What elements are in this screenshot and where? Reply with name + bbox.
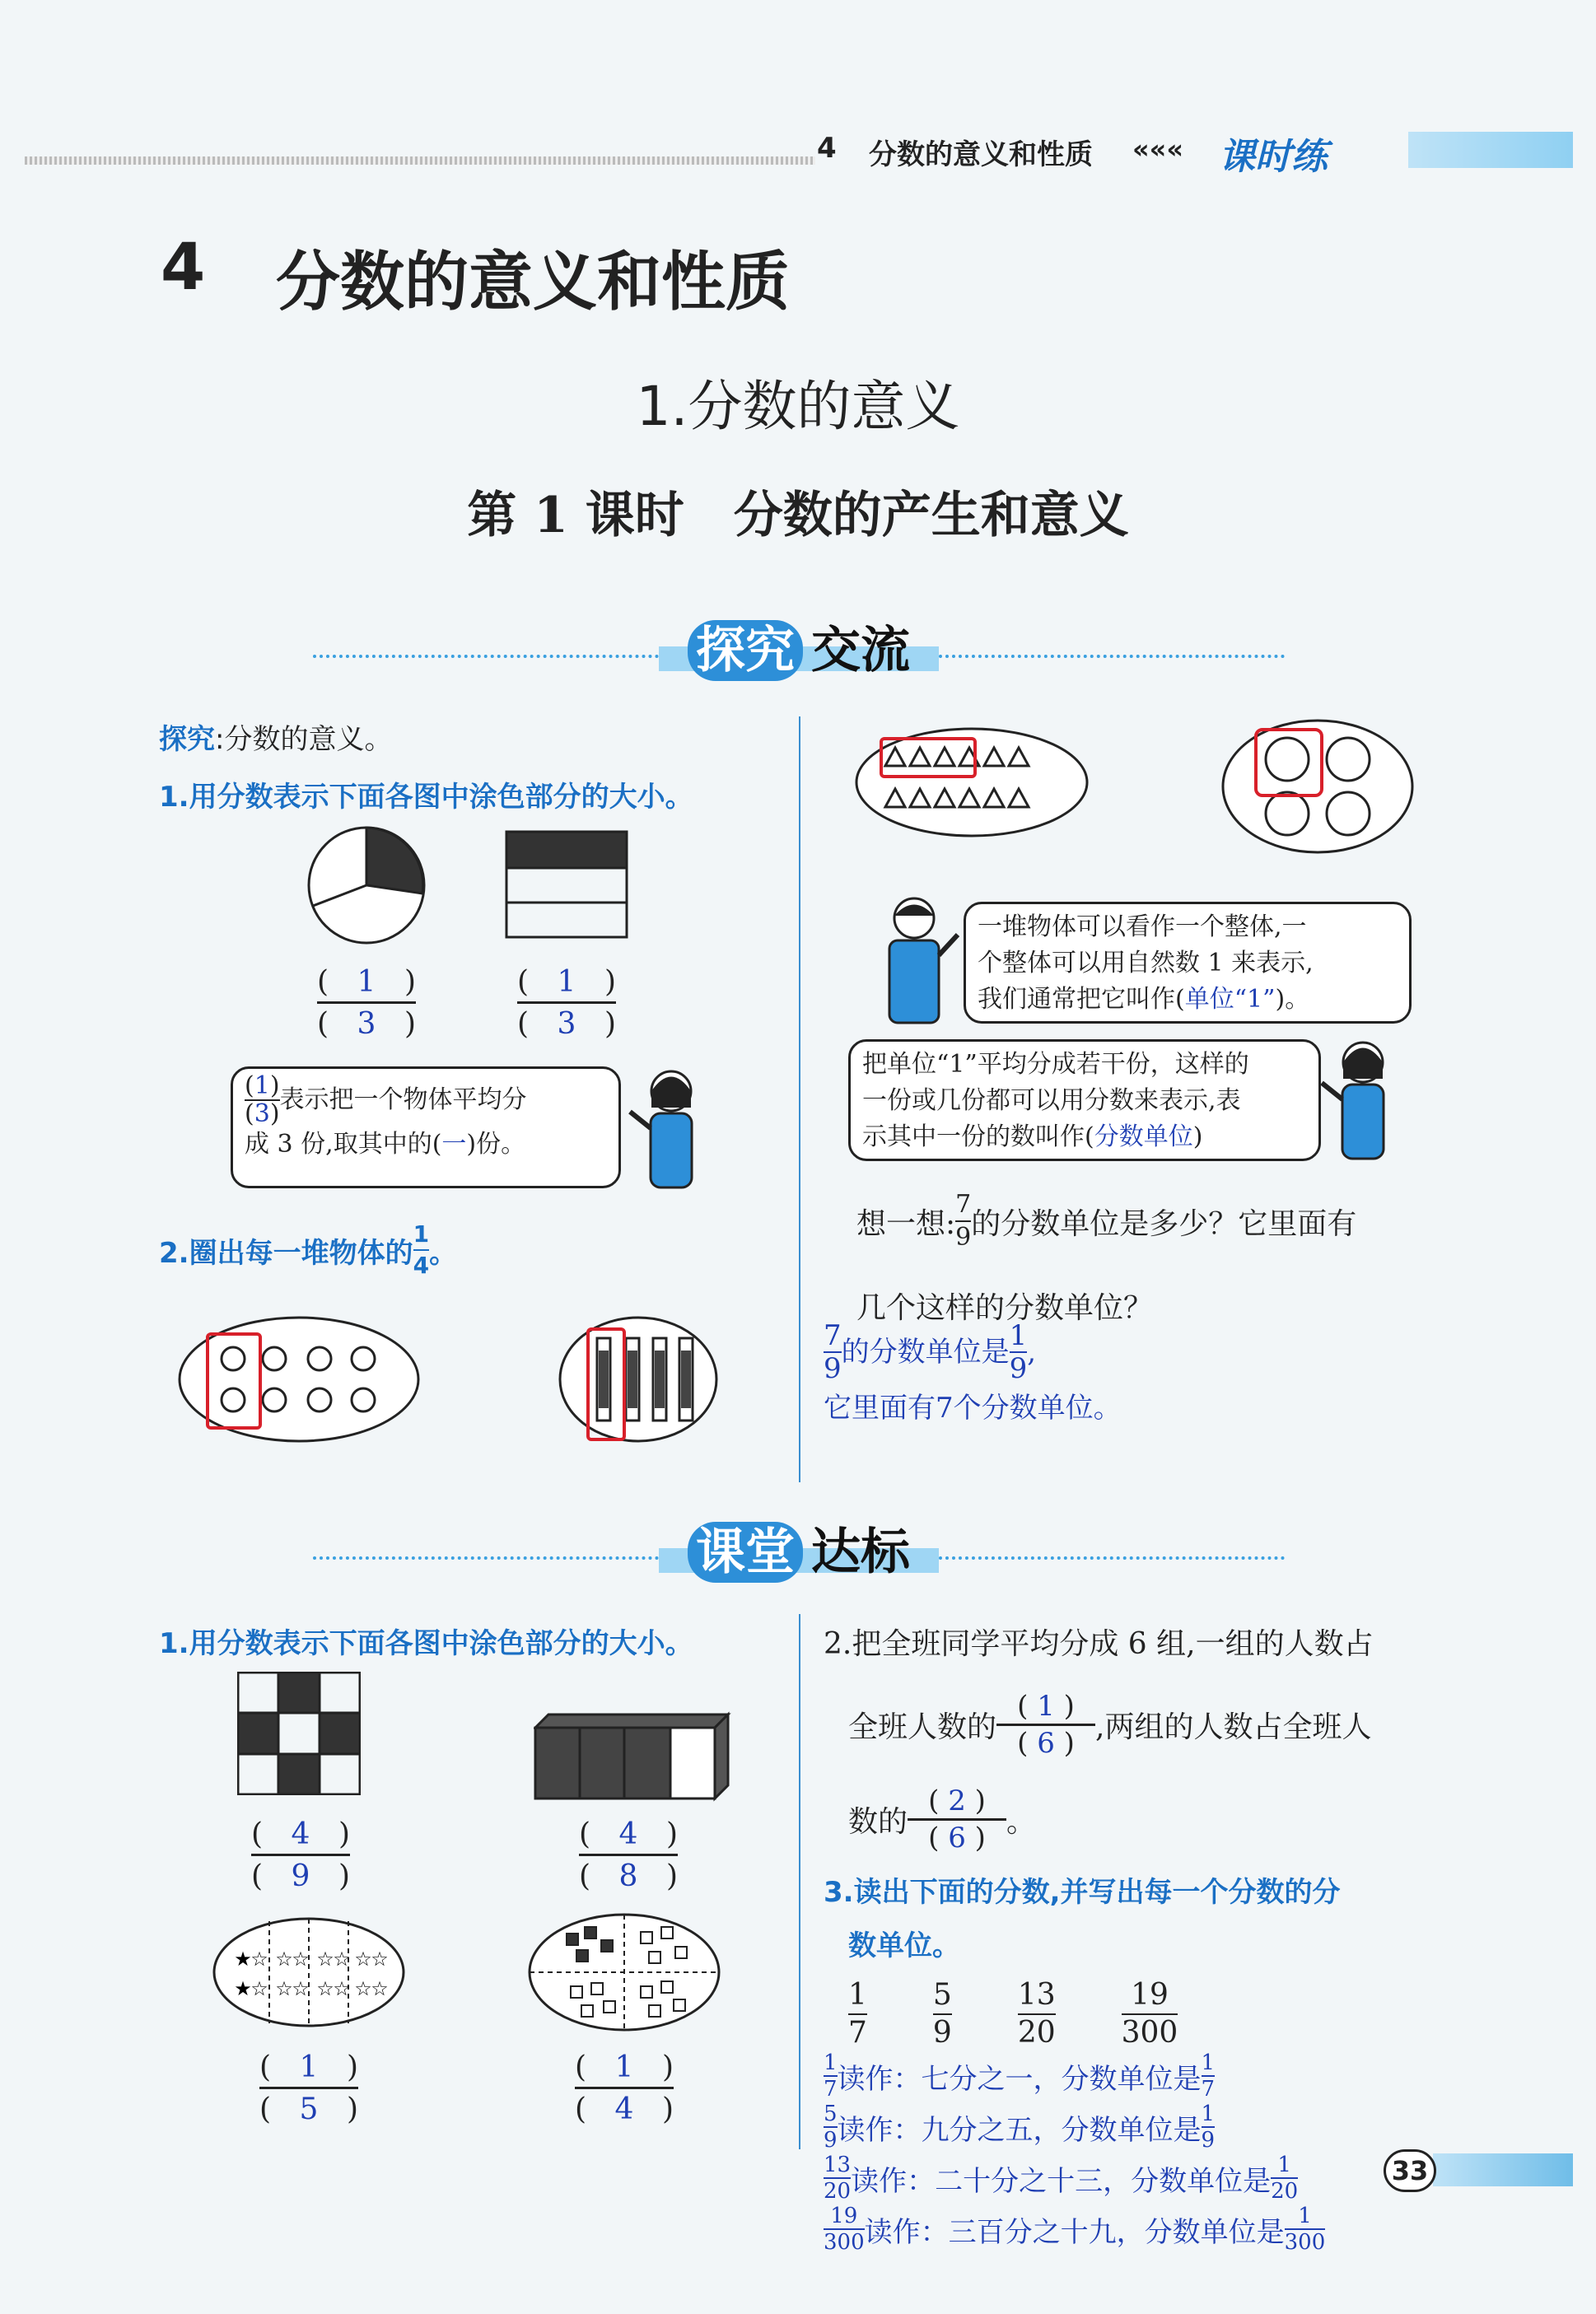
boy-figure-icon	[869, 889, 959, 1029]
bubble3-line1: 把单位“1”平均分成若干份，这样的	[862, 1050, 1249, 1079]
svg-text:☆: ☆	[354, 1948, 372, 1971]
reading-row: $\frac{19}{300}$ 读作：三百分之十九，分数单位是 $\frac{1}{300}$	[824, 2204, 1326, 2255]
practice-answer-4: ( 1 ) ( 4 )	[575, 2050, 674, 2126]
think-answer: $\frac{7}{9}$ 的分数单位是 $\frac{1}{9}$ , 它里面有7个分数单位。	[824, 1319, 1122, 1425]
chapter-number: 4	[161, 231, 206, 305]
fraction-item: $\frac{1}{7}$	[848, 1978, 867, 2050]
header-series: 课时练	[1219, 136, 1328, 178]
triangle-redbox	[880, 737, 977, 778]
practice-q2-line2: 全班人数的 $\frac{( 1 )}{( 6 )}$ ,两组的人数占全班人	[848, 1690, 1372, 1760]
q2-fraction: $\frac{1}{4}$	[413, 1220, 430, 1279]
practice-answer-2: ( 4 ) ( 8 )	[579, 1817, 678, 1893]
explore-q1: 1.用分数表示下面各图中涂色部分的大小。	[159, 781, 693, 814]
bubble2-blank: 单位“1”	[1184, 985, 1276, 1014]
think-fraction: $\frac{7}{9}$	[955, 1190, 972, 1252]
star-oval-icon	[210, 1915, 408, 2030]
smiley-redbox	[206, 1332, 262, 1430]
banner-practice-part2: 达标	[811, 1523, 910, 1581]
circle-redbox	[1254, 728, 1323, 797]
column-divider-top	[799, 716, 800, 1482]
lesson-title: 第 1 课时 分数的产生和意义	[467, 487, 1129, 544]
header-stripe	[25, 156, 815, 165]
reading-row: $\frac{5}{9}$ 读作：九分之五，分数单位是 $\frac{1}{9}$	[824, 2102, 1216, 2153]
rectangle-icon	[505, 830, 628, 939]
bubble1-text-a: 表示把一个物体平均分	[279, 1085, 527, 1114]
section-title: 1.分数的意义	[636, 375, 960, 438]
speech-bubble-fraction-unit: 把单位“1”平均分成若干份，这样的 一份或几份都可以用分数来表示,表 示其中一份的数叫作(分数单位)	[848, 1039, 1321, 1161]
svg-text:☆: ☆	[275, 1948, 293, 1971]
page-header	[25, 132, 1573, 181]
svg-text:☆: ☆	[316, 1948, 334, 1971]
bubble3-line3: 示其中一份的数叫作	[862, 1122, 1085, 1151]
bubble1-text-b: 成 3 份,取其中的	[245, 1130, 432, 1159]
fraction-item: $\frac{5}{9}$	[932, 1978, 952, 2050]
bubble2-line1: 一堆物体可以看作一个整体,一	[978, 912, 1307, 941]
svg-text:☆: ☆	[371, 1948, 389, 1971]
bubble2-line3: 我们通常把它叫作	[978, 985, 1175, 1014]
explore-q1-answer-1: ( 1 ) ( 3 )	[317, 964, 416, 1041]
practice-q1: 1.用分数表示下面各图中涂色部分的大小。	[159, 1627, 693, 1660]
explore-q2: 2.圈出每一堆物体的 $\frac{1}{4}$ 。	[159, 1220, 458, 1279]
header-chapter-num: 4	[817, 132, 837, 165]
banner-practice-part1: 课堂	[688, 1522, 803, 1583]
bubble2-line2: 个整体可以用自然数 1 来表示,	[978, 949, 1314, 977]
cross-grid-icon	[237, 1672, 361, 1795]
bubble1-blank: 一	[441, 1130, 467, 1159]
explore-intro-label: 探究	[159, 723, 215, 756]
header-chapter-name: 分数的意义和性质	[869, 138, 1093, 171]
header-band	[1408, 132, 1573, 168]
cube-oval-icon	[525, 1910, 723, 2034]
q2-answer-1: $\frac{( 1 )}{( 6 )}$	[996, 1692, 1095, 1757]
q2-answer-2: $\frac{( 2 )}{( 6 )}$	[908, 1787, 1006, 1852]
pencil-redbox	[586, 1327, 626, 1441]
reading-row: $\frac{1}{7}$ 读作：七分之一，分数单位是 $\frac{1}{7}$	[824, 2050, 1216, 2102]
svg-text:☆: ☆	[371, 1977, 389, 2000]
explore-q1-answer-2: ( 1 ) ( 3 )	[517, 964, 616, 1041]
practice-q3-line1: 3.读出下面的分数,并写出每一个分数的分	[824, 1876, 1341, 1909]
practice-answer-3: ( 1 ) ( 5 )	[259, 2050, 358, 2126]
svg-text:☆: ☆	[250, 1977, 268, 2000]
pencil-group-icon	[556, 1313, 721, 1445]
svg-text:☆: ☆	[275, 1977, 293, 2000]
reading-answers	[824, 2050, 1325, 2255]
fraction-list	[848, 1980, 1178, 2048]
speech-bubble-unit-one: 一堆物体可以看作一个整体,一 个整体可以用自然数 1 来表示, 我们通常把它叫作(单位“1”)。	[964, 902, 1412, 1024]
page-number: 33	[1384, 2149, 1436, 2192]
svg-text:☆: ☆	[354, 1977, 372, 2000]
svg-text:☆: ☆	[316, 1977, 334, 2000]
girl-figure-icon	[626, 1062, 716, 1194]
svg-text:☆: ☆	[292, 1948, 310, 1971]
practice-q2-line1: 2.把全班同学平均分成 6 组,一组的人数占	[824, 1627, 1374, 1661]
svg-text:★: ★	[234, 1977, 252, 2000]
bubble1-text-c: 份。	[476, 1130, 526, 1159]
bubble3-blank: 分数单位	[1094, 1122, 1193, 1151]
banner-practice	[313, 1515, 1285, 1589]
reading-row: $\frac{13}{20}$ 读作：二十分之十三，分数单位是 $\frac{1}{20}$	[824, 2153, 1299, 2204]
svg-text:☆: ☆	[333, 1977, 351, 2000]
explore-intro	[159, 716, 392, 757]
pie-chart-icon	[305, 823, 428, 947]
speech-bubble-fraction-meaning: $\frac{(1)}{(3)}$ 表示把一个物体平均分 成 3 份,取其中的(一)份。	[231, 1066, 621, 1188]
bubble3-line2: 一份或几份都可以用分数来表示,表	[862, 1086, 1241, 1115]
banner-explore	[313, 613, 1285, 688]
practice-answer-1: ( 4 ) ( 9 )	[251, 1817, 350, 1893]
svg-text:★: ★	[234, 1948, 252, 1971]
girl-figure-icon-2	[1318, 1033, 1408, 1165]
think-question-line2: 几个这样的分数单位？	[856, 1291, 1154, 1325]
chapter-title: 分数的意义和性质	[276, 245, 791, 320]
bubble1-fraction: $\frac{(1)}{(3)}$	[245, 1071, 280, 1128]
page-number-tab	[1433, 2153, 1573, 2186]
think-question: 想一想: $\frac{7}{9}$ 的分数单位是多少？它里面有	[856, 1190, 1357, 1252]
explore-intro-text: :分数的意义。	[215, 723, 393, 756]
practice-q2-line3: 数的 $\frac{( 2 )}{( 6 )}$ 。	[848, 1784, 1037, 1854]
fraction-item: $\frac{13}{20}$	[1017, 1978, 1056, 2050]
practice-q3-line2: 数单位。	[848, 1929, 960, 1962]
column-divider-bottom	[799, 1614, 800, 2149]
banner-explore-part1: 探究	[688, 620, 803, 681]
svg-text:☆: ☆	[250, 1948, 268, 1971]
fraction-item: $\frac{19}{300}$	[1121, 1978, 1178, 2050]
svg-text:☆: ☆	[292, 1977, 310, 2000]
header-arrows-icon: «««	[1132, 133, 1184, 165]
think-answer-line2: 它里面有7个分数单位。	[824, 1392, 1122, 1425]
cube-row-icon	[534, 1711, 731, 1802]
svg-text:☆: ☆	[333, 1948, 351, 1971]
banner-explore-part2: 交流	[811, 622, 910, 679]
